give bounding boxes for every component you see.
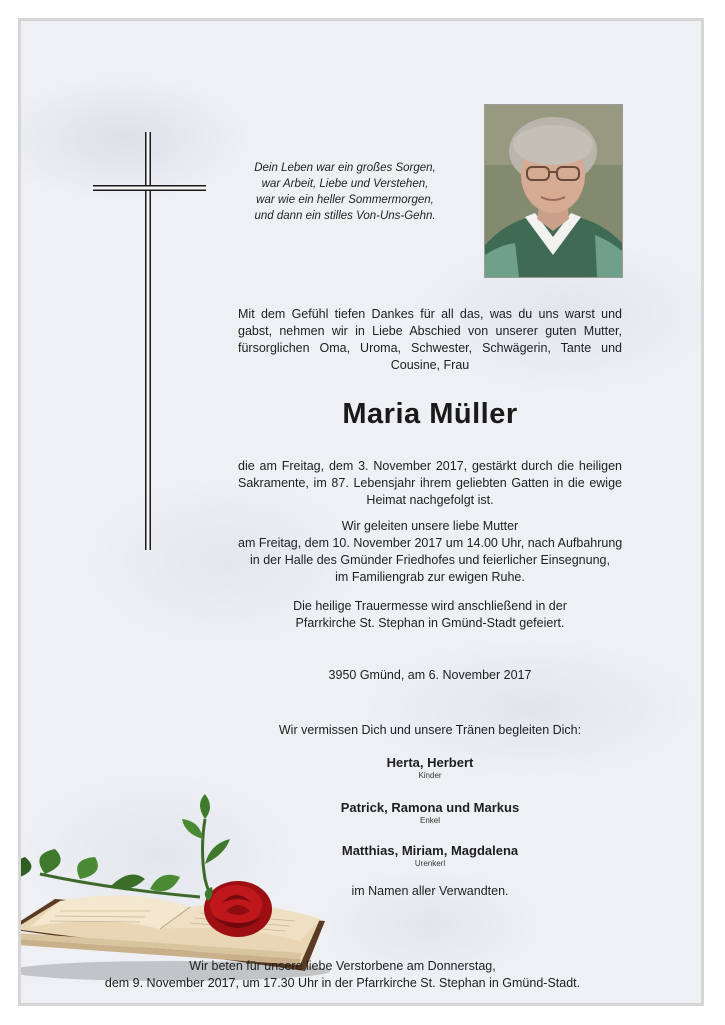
closing-text — [20, 958, 665, 992]
deceased-name: Maria Müller — [342, 398, 518, 430]
funeral-line: im Familiengrab zur ewigen Ruhe. — [335, 570, 525, 584]
place-date: 3950 Gmünd, am 6. November 2017 — [328, 668, 532, 682]
family-relation: Enkel — [419, 816, 440, 825]
funeral-line: in der Halle des Gmünder Friedhofes und feierlicher Einsegnung, — [250, 553, 610, 567]
family-group — [238, 754, 622, 781]
funeral-line: Wir geleiten unsere liebe Mutter — [341, 519, 519, 533]
cross-vertical-bar — [145, 132, 151, 550]
family-relation: Kinder — [418, 771, 442, 780]
poem-line: war wie ein heller Sommermorgen, — [256, 194, 434, 206]
family-names: Matthias, Miriam, Magdalena — [341, 843, 519, 858]
relatives-text: im Namen aller Verwandten. — [351, 884, 509, 898]
cross-horizontal-bar — [93, 185, 206, 191]
obituary-card — [18, 18, 704, 1006]
family-names: Patrick, Ramona und Markus — [340, 800, 520, 815]
poem-line: war Arbeit, Liebe und Verstehen, — [261, 178, 429, 190]
portrait-photo — [484, 104, 623, 278]
closing-line: dem 9. November 2017, um 17.30 Uhr in der Pfarrkirche St. Stephan in Gmünd-Stadt. — [104, 976, 581, 990]
family-names: Herta, Herbert — [386, 755, 474, 770]
poem-line: Dein Leben war ein großes Sorgen, — [254, 162, 436, 174]
funeral-line: am Freitag, dem 10. November 2017 um 14.00 Uhr, nach Aufbahrung — [238, 536, 623, 550]
poem-line: und dann ein stilles Von-Uns-Gehn. — [254, 210, 436, 222]
closing-line: Wir beten für unsere liebe Verstorbene am Donnerstag, — [189, 959, 496, 973]
mass-line: Pfarrkirche St. Stephan in Gmünd-Stadt gefeiert. — [295, 616, 565, 630]
death-notice: die am Freitag, dem 3. November 2017, gestärkt durch die heiligen Sakramente, im 87. Lebensjahr ihrem geliebten Gatten in die ewige Heimat nachgefolgt ist. — [238, 459, 622, 507]
poem — [230, 160, 460, 224]
portrait-illustration — [485, 105, 622, 277]
funeral-info — [238, 518, 622, 586]
intro-text: Mit dem Gefühl tiefen Dankes für all das, was du uns warst und gabst, nehmen wir in Liebe Abschied von unserer guten Mutter, fürsorglichen Oma, Uroma, Schwester, Schwägerin, Tante und Cousine, Frau — [238, 307, 622, 372]
mass-info — [238, 598, 622, 632]
missing-text: Wir vermissen Dich und unsere Tränen begleiten Dich: — [278, 723, 582, 737]
mass-line: Die heilige Trauermesse wird anschließend in der — [293, 599, 567, 613]
family-relation: Urenkerl — [414, 859, 446, 868]
